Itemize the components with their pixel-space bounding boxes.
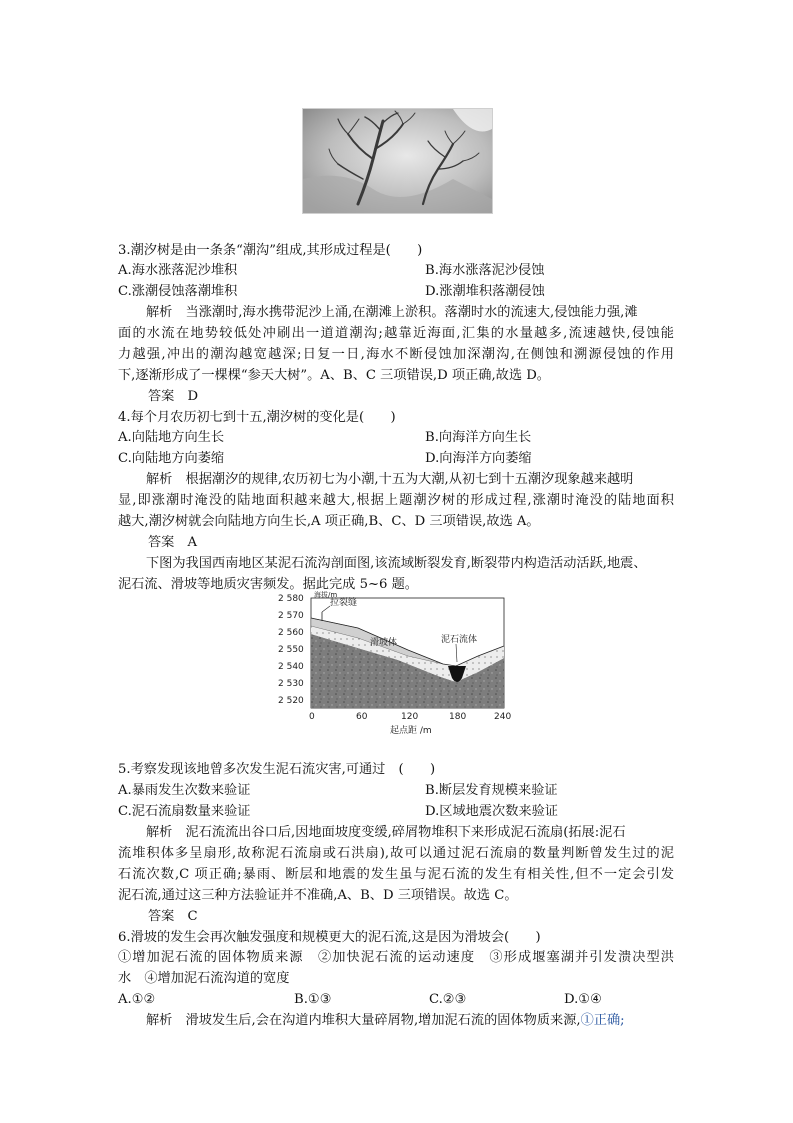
y-tick-label: 2 540 xyxy=(278,662,304,672)
y-tick-label: 2 530 xyxy=(278,679,304,689)
x-tick-label: 240 xyxy=(494,712,512,722)
q4-option-c: C.向陆地方向萎缩 xyxy=(118,451,225,466)
q5-option-a: A.暴雨发生次数来验证 xyxy=(118,783,251,798)
q6-option-a: A.①② xyxy=(118,992,156,1007)
x-tick-label: 0 xyxy=(309,712,315,722)
q4-option-d: D.向海洋方向萎缩 xyxy=(425,451,532,466)
q6-analysis-line xyxy=(146,1011,625,1031)
debris-flow-profile-figure xyxy=(278,588,518,738)
q6-option-c: C.②③ xyxy=(429,992,467,1007)
intro-line-2: 泥石流、滑坡等地质灾害频发。据此完成 5~6 题。 xyxy=(118,577,418,592)
q5-stem: 5.考察发现该地曾多次发生泥石流灾害,可通过 ( ) xyxy=(118,762,436,777)
q3-option-b: B.海水涨落泥沙侵蚀 xyxy=(425,263,545,278)
q4-option-b: B.向海洋方向生长 xyxy=(425,430,532,445)
q6-analysis-tail: ①正确; xyxy=(580,1013,625,1028)
q3-analysis-line-2: 面的水流在地势较低处冲刷出一道道潮沟;越靠近海面,汇集的水量越多,流速越快,侵蚀能 xyxy=(118,326,674,341)
q5-option-c: C.泥石流扇数量来验证 xyxy=(118,804,251,819)
q4-analysis-line-2: 显,即涨潮时淹没的陆地面积越来越大,根据上题潮汐树的形成过程,涨潮时淹没的陆地面积 xyxy=(118,493,674,508)
q4-analysis-line-3: 越大,潮汐树就会向陆地方向生长,A 项正确,B、C、D 三项错误,故选 A。 xyxy=(118,514,540,529)
q3-option-a: A.海水涨落泥沙堆积 xyxy=(118,263,238,278)
y-tick-label: 2 550 xyxy=(278,645,304,655)
crack-label: 拉裂缝 xyxy=(330,598,358,608)
q4-option-a: A.向陆地方向生长 xyxy=(118,430,225,445)
intro-line-1: 下图为我国西南地区某泥石流沟剖面图,该流域断裂发育,断裂带内构造活动活跃,地震、 xyxy=(146,556,647,571)
q5-option-d: D.区域地震次数来验证 xyxy=(425,804,558,819)
q3-analysis-line-1: 解析 当涨潮时,海水携带泥沙上涌,在潮滩上淤积。落潮时水的流速大,侵蚀能力强,滩 xyxy=(146,305,638,320)
q3-option-c: C.涨潮侵蚀落潮堆积 xyxy=(118,284,238,299)
q6-option-b: B.①③ xyxy=(294,992,332,1007)
y-tick-label: 2 560 xyxy=(278,628,304,638)
q3-analysis-line-4: 下,逐渐形成了一棵棵“参天大树”。A、B、C 三项错误,D 项正确,故选 D。 xyxy=(118,368,550,383)
tidal-tree-aerial-photo-icon xyxy=(303,109,492,213)
q5-analysis-line-3: 石流次数,C 项正确;暴雨、断层和地震的发生虽与泥石流的发生有相关性,但不一定会引发 xyxy=(118,867,674,882)
q5-analysis-line-2: 流堆积体多呈扇形,故称泥石流扇或石洪扇),故可以通过泥石流扇的数量判断曾发生过的泥 xyxy=(118,846,674,861)
q6-stem: 6.滑坡的发生会再次触发强度和规模更大的泥石流,这是因为滑坡会( ) xyxy=(118,930,541,945)
q3-option-d: D.涨潮堆积落潮侵蚀 xyxy=(425,284,545,299)
x-tick-label: 60 xyxy=(356,712,368,722)
debris-label: 泥石流体 xyxy=(441,635,478,645)
y-tick-label: 2 580 xyxy=(278,594,304,604)
x-tick-label: 180 xyxy=(449,712,467,722)
q4-answer: 答案 A xyxy=(148,535,198,550)
q4-stem: 4.每个月农历初七到十五,潮汐树的变化是( ) xyxy=(118,410,396,425)
q5-option-b: B.断层发育规模来验证 xyxy=(425,783,558,798)
y-unit-label: 海拔/m xyxy=(314,591,338,599)
q5-answer: 答案 C xyxy=(148,909,198,924)
q4-analysis-line-1: 解析 根据潮汐的规律,农历初七为小潮,十五为大潮,从初七到十五潮汐现象越来越明 xyxy=(146,472,634,487)
q3-analysis-line-3: 力越强,冲出的潮沟越宽越深;日复一日,海水不断侵蚀加深潮沟,在侧蚀和溯源侵蚀的作用 xyxy=(118,347,674,362)
q6-items-line-1: ①增加泥石流的固体物质来源 ②加快泥石流的运动速度 ③形成堰塞湖并引发溃决型洪 xyxy=(118,950,674,965)
q6-analysis-text: 解析 滑坡发生后,会在沟道内堆积大量碎屑物,增加泥石流的固体物质来源, xyxy=(146,1013,581,1028)
x-axis-title: 起点距 /m xyxy=(390,726,432,736)
y-tick-label: 2 520 xyxy=(278,696,304,706)
landslide-label: 滑坡体 xyxy=(370,638,398,648)
x-axis xyxy=(309,712,511,736)
tidal-tree-photo xyxy=(302,108,493,214)
q6-option-d: D.①④ xyxy=(564,992,602,1007)
q5-analysis-line-1: 解析 泥石流流出谷口后,因地面坡度变缓,碎屑物堆积下来形成泥石流扇(拓展:泥石 xyxy=(146,825,626,840)
q3-stem: 3.潮汐树是由一条条“潮沟”组成,其形成过程是( ) xyxy=(118,243,423,258)
q5-analysis-line-4: 泥石流,通过这三种方法验证并不准确,A、B、D 三项错误。故选 C。 xyxy=(118,888,518,903)
y-tick-label: 2 570 xyxy=(278,611,304,621)
q6-items-line-2: 水 ④增加泥石流沟道的宽度 xyxy=(118,971,290,986)
q3-answer: 答案 D xyxy=(148,389,199,404)
x-tick-label: 120 xyxy=(401,712,419,722)
